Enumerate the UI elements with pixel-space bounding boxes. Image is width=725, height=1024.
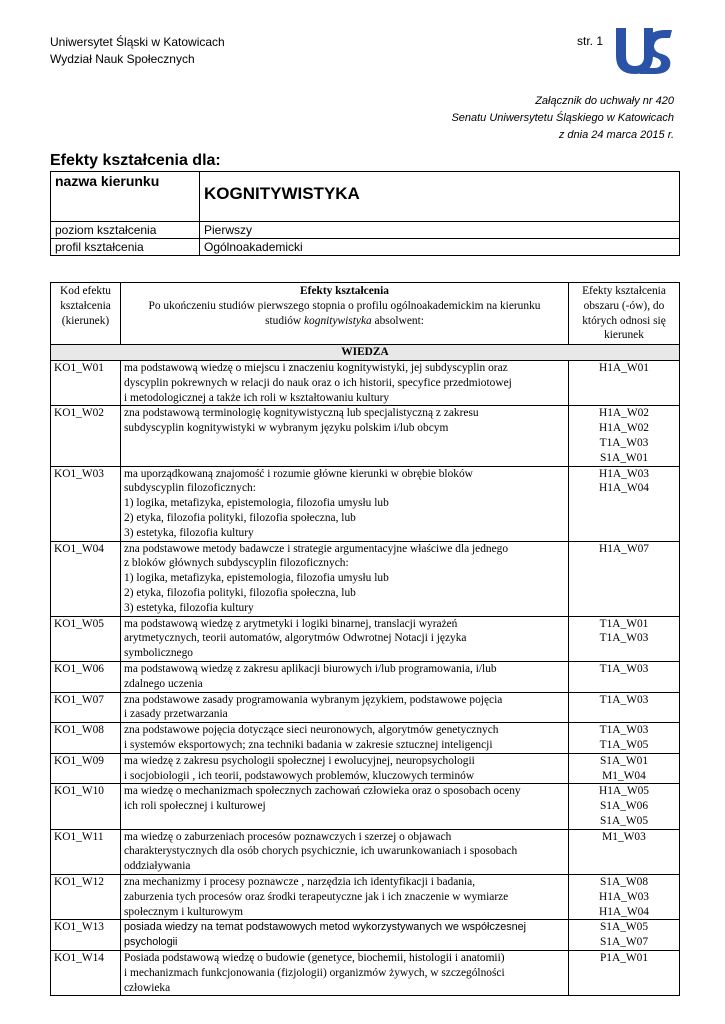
description-line: charakterystycznych dla osób chorych psychicznie, ich uwarunkowaniach i sposobach	[124, 845, 518, 858]
description-line: zna podstawowe metody badawcze i strategie argumentacyjne właściwe dla jednego	[124, 542, 509, 555]
description-line: zna podstawowe pojęcia dotyczące sieci neuronowych, algorytmów genetycznych	[124, 724, 499, 737]
outcome-code: KO1_W08	[51, 723, 121, 754]
outcome-description	[121, 360, 569, 405]
area-code: M1_W03	[602, 830, 646, 843]
outcome-code: KO1_W05	[51, 616, 121, 661]
description-line: zna mechanizmy i procesy poznawcze , narzędzia ich identyfikacji i badania,	[124, 876, 476, 889]
description-line: i metodologicznej a także ich roli w kształtowaniu kultury	[124, 391, 390, 404]
table-row	[51, 951, 680, 996]
area-code: H1A_W05	[599, 785, 649, 798]
description-line: 3) estetyka, filozofia kultury	[124, 601, 254, 614]
area-code: S1A_W07	[599, 936, 649, 949]
description-line: zdalnego uczenia	[124, 677, 203, 690]
program-name: KOGNITYWISTYKA	[200, 172, 680, 222]
outcome-code: KO1_W12	[51, 875, 121, 920]
text: studiów	[265, 314, 304, 327]
outcome-description	[121, 723, 569, 754]
description-line: psychologii	[124, 936, 178, 949]
col-header-area: Efekty kształcenia obszaru (-ów), do których odnosi się kierunek	[569, 283, 680, 345]
table-row	[51, 753, 680, 784]
page-title: Efekty kształcenia dla:	[50, 152, 221, 169]
outcome-code: KO1_W04	[51, 541, 121, 616]
table-row	[51, 920, 680, 951]
table-row	[51, 541, 680, 616]
outcome-code: KO1_W02	[51, 406, 121, 466]
area-outcomes	[569, 875, 680, 920]
outcome-description	[121, 920, 569, 951]
description-line: i zasady przetwarzania	[124, 708, 228, 721]
area-outcomes	[569, 784, 680, 829]
area-outcomes	[569, 466, 680, 541]
outcome-code: KO1_W06	[51, 661, 121, 692]
us-logo-icon	[610, 26, 674, 76]
program-italic: kognitywistyka	[304, 314, 372, 327]
area-code: P1A_W01	[599, 952, 649, 965]
annex-line: z dnia 24 marca 2015 r.	[558, 129, 674, 141]
learning-outcomes-table	[50, 282, 680, 996]
description-line: ma wiedzę o mechanizmach społecznych zachowań człowieka oraz o sposobach oceny	[124, 785, 521, 798]
outcome-description	[121, 692, 569, 723]
description-line: zaburzenia tych procesów oraz środki terapeutyczne jak i ich znaczenie w wymiarze	[124, 890, 509, 903]
annex-line: Senatu Uniwersytetu Śląskiego w Katowicach	[451, 112, 674, 124]
col-header-outcomes-line: Po ukończeniu studiów pierwszego stopnia o profilu ogólnoakademickim na kierunku	[148, 299, 541, 312]
annex-line: Załącznik do uchwały nr 420	[535, 95, 674, 107]
program-label: nazwa kierunku	[51, 172, 200, 222]
outcome-description	[121, 784, 569, 829]
area-code: S1A_W01	[599, 754, 649, 767]
description-line: ma podstawową wiedzę z zakresu aplikacji biurowych i/lub programowania, i/lub	[124, 662, 497, 675]
area-code: T1A_W03	[599, 693, 649, 706]
description-line: zna podstawową terminologię kognitywistyczną lub specjalistyczną z zakresu	[124, 407, 479, 420]
area-code: H1A_W03	[599, 890, 649, 903]
area-code: H1A_W02	[599, 422, 649, 435]
description-line: i socjobiologii , ich teorii, podstawowych problemów, kluczowych terminów	[124, 769, 475, 782]
area-outcomes	[569, 616, 680, 661]
level-value: Pierwszy	[200, 222, 680, 239]
col-header-outcomes-title: Efekty kształcenia	[300, 285, 389, 297]
table-row	[51, 723, 680, 754]
outcome-code: KO1_W03	[51, 466, 121, 541]
description-line: zna podstawowe zasady programowania wybranym językiem, podstawowe pojęcia	[124, 693, 503, 706]
area-code: H1A_W04	[599, 482, 649, 495]
description-line: 1) logika, metafizyka, epistemologia, filozofia umysłu lub	[124, 572, 389, 585]
description-line: ma wiedzę z zakresu psychologii społecznej i ewolucyjnej, neuropsychologii	[124, 754, 475, 767]
outcome-code: KO1_W09	[51, 753, 121, 784]
area-outcomes	[569, 723, 680, 754]
faculty-name: Wydział Nauk Społecznych	[50, 52, 195, 66]
table-row	[51, 692, 680, 723]
area-outcomes	[569, 541, 680, 616]
outcome-code: KO1_W01	[51, 360, 121, 405]
col-header-outcomes	[121, 283, 569, 345]
page-number: str. 1	[577, 34, 604, 48]
header-institution	[50, 34, 225, 68]
profile-value: Ogólnoakademicki	[200, 239, 680, 256]
area-outcomes	[569, 829, 680, 874]
area-code: H1A_W02	[599, 407, 649, 420]
description-line: ma uporządkowaną znajomość i rozumie główne kierunki w obrębie bloków	[124, 467, 473, 480]
area-outcomes	[569, 360, 680, 405]
area-outcomes	[569, 951, 680, 996]
area-code: S1A_W08	[599, 876, 649, 889]
description-line: ich roli społecznej i kulturowej	[124, 800, 266, 813]
table-row	[51, 661, 680, 692]
profile-label: profil kształcenia	[51, 239, 200, 256]
area-code: T1A_W03	[599, 436, 649, 449]
outcome-description	[121, 616, 569, 661]
table-row	[51, 875, 680, 920]
description-line: i systemów eksportowych; zna techniki badania w zakresie sztucznej inteligencji	[124, 738, 493, 751]
description-line: posiada wiedzy na temat podstawowych metod wykorzystywanych we współczesnej	[124, 921, 527, 934]
description-line: człowieka	[124, 981, 171, 994]
program-info-table	[50, 171, 680, 256]
section-header: WIEDZA	[51, 345, 680, 361]
area-code: T1A_W03	[599, 632, 649, 645]
table-row	[51, 616, 680, 661]
description-line: subdyscyplin kognitywistyki w wybranym języku polskim i/lub obcym	[124, 422, 449, 435]
area-code: H1A_W04	[599, 905, 649, 918]
outcome-description	[121, 661, 569, 692]
description-line: 1) logika, metafizyka, epistemologia, filozofia umysłu lub	[124, 497, 389, 510]
area-code: H1A_W07	[599, 542, 649, 555]
outcome-description	[121, 753, 569, 784]
area-code: H1A_W01	[599, 361, 649, 374]
outcome-description	[121, 541, 569, 616]
area-outcomes	[569, 692, 680, 723]
description-line: ma podstawową wiedzę z arytmetyki i logiki binarnej, translacji wyrażeń	[124, 617, 458, 630]
area-code: M1_W04	[602, 769, 646, 782]
outcome-description	[121, 406, 569, 466]
area-code: H1A_W03	[599, 467, 649, 480]
outcome-code: KO1_W10	[51, 784, 121, 829]
description-line: subdyscyplin filozoficznych:	[124, 482, 256, 495]
area-outcomes	[569, 753, 680, 784]
col-header-outcomes-line2	[124, 314, 565, 329]
description-line: ma wiedzę o zaburzeniach procesów poznawczych i szerzej o objawach	[124, 830, 452, 843]
outcome-code: KO1_W14	[51, 951, 121, 996]
outcome-description	[121, 875, 569, 920]
table-row	[51, 466, 680, 541]
table-row	[51, 784, 680, 829]
outcome-description	[121, 829, 569, 874]
description-line: 2) etyka, filozofia polityki, filozofia społeczna, lub	[124, 511, 356, 524]
level-label: poziom kształcenia	[51, 222, 200, 239]
area-outcomes	[569, 406, 680, 466]
area-code: S1A_W01	[599, 451, 649, 464]
annex-note	[344, 93, 674, 144]
description-line: symbolicznego	[124, 647, 193, 660]
area-code: T1A_W05	[599, 738, 649, 751]
description-line: 2) etyka, filozofia polityki, filozofia społeczna, lub	[124, 586, 356, 599]
university-name: Uniwersytet Śląski w Katowicach	[50, 35, 225, 49]
outcome-code: KO1_W07	[51, 692, 121, 723]
description-line: arytmetycznych, teorii automatów, algorytmów Odwrotnej Notacji i języka	[124, 632, 467, 645]
outcome-description	[121, 951, 569, 996]
area-code: T1A_W03	[599, 662, 649, 675]
description-line: społecznym i kulturowym	[124, 905, 243, 918]
outcome-code: KO1_W13	[51, 920, 121, 951]
table-row	[51, 406, 680, 466]
area-code: T1A_W01	[599, 617, 649, 630]
area-outcomes	[569, 920, 680, 951]
table-row	[51, 829, 680, 874]
description-line: dyscyplin pokrewnych w relacji do nauk oraz o ich historii, specyfice przedmiotowej	[124, 376, 512, 389]
description-line: Posiada podstawową wiedzę o budowie (genetyce, biochemii, histologii i anatomii)	[124, 952, 505, 965]
description-line: z bloków głównych subdyscyplin filozoficznych:	[124, 557, 349, 570]
col-header-code: Kod efektu kształcenia (kierunek)	[51, 283, 121, 345]
area-outcomes	[569, 661, 680, 692]
area-code: S1A_W06	[599, 800, 649, 813]
text: absolwent:	[371, 314, 424, 327]
description-line: 3) estetyka, filozofia kultury	[124, 526, 254, 539]
description-line: oddziaływania	[124, 860, 191, 873]
description-line: ma podstawową wiedzę o miejscu i znaczeniu kognitywistyki, jej subdyscyplin oraz	[124, 361, 508, 374]
area-code: S1A_W05	[599, 921, 649, 934]
area-code: T1A_W03	[599, 724, 649, 737]
outcome-code: KO1_W11	[51, 829, 121, 874]
description-line: i mechanizmach funkcjonowania (fizjologii) organizmów żywych, w szczególności	[124, 966, 505, 979]
outcome-description	[121, 466, 569, 541]
table-row	[51, 360, 680, 405]
area-code: S1A_W05	[599, 814, 649, 827]
